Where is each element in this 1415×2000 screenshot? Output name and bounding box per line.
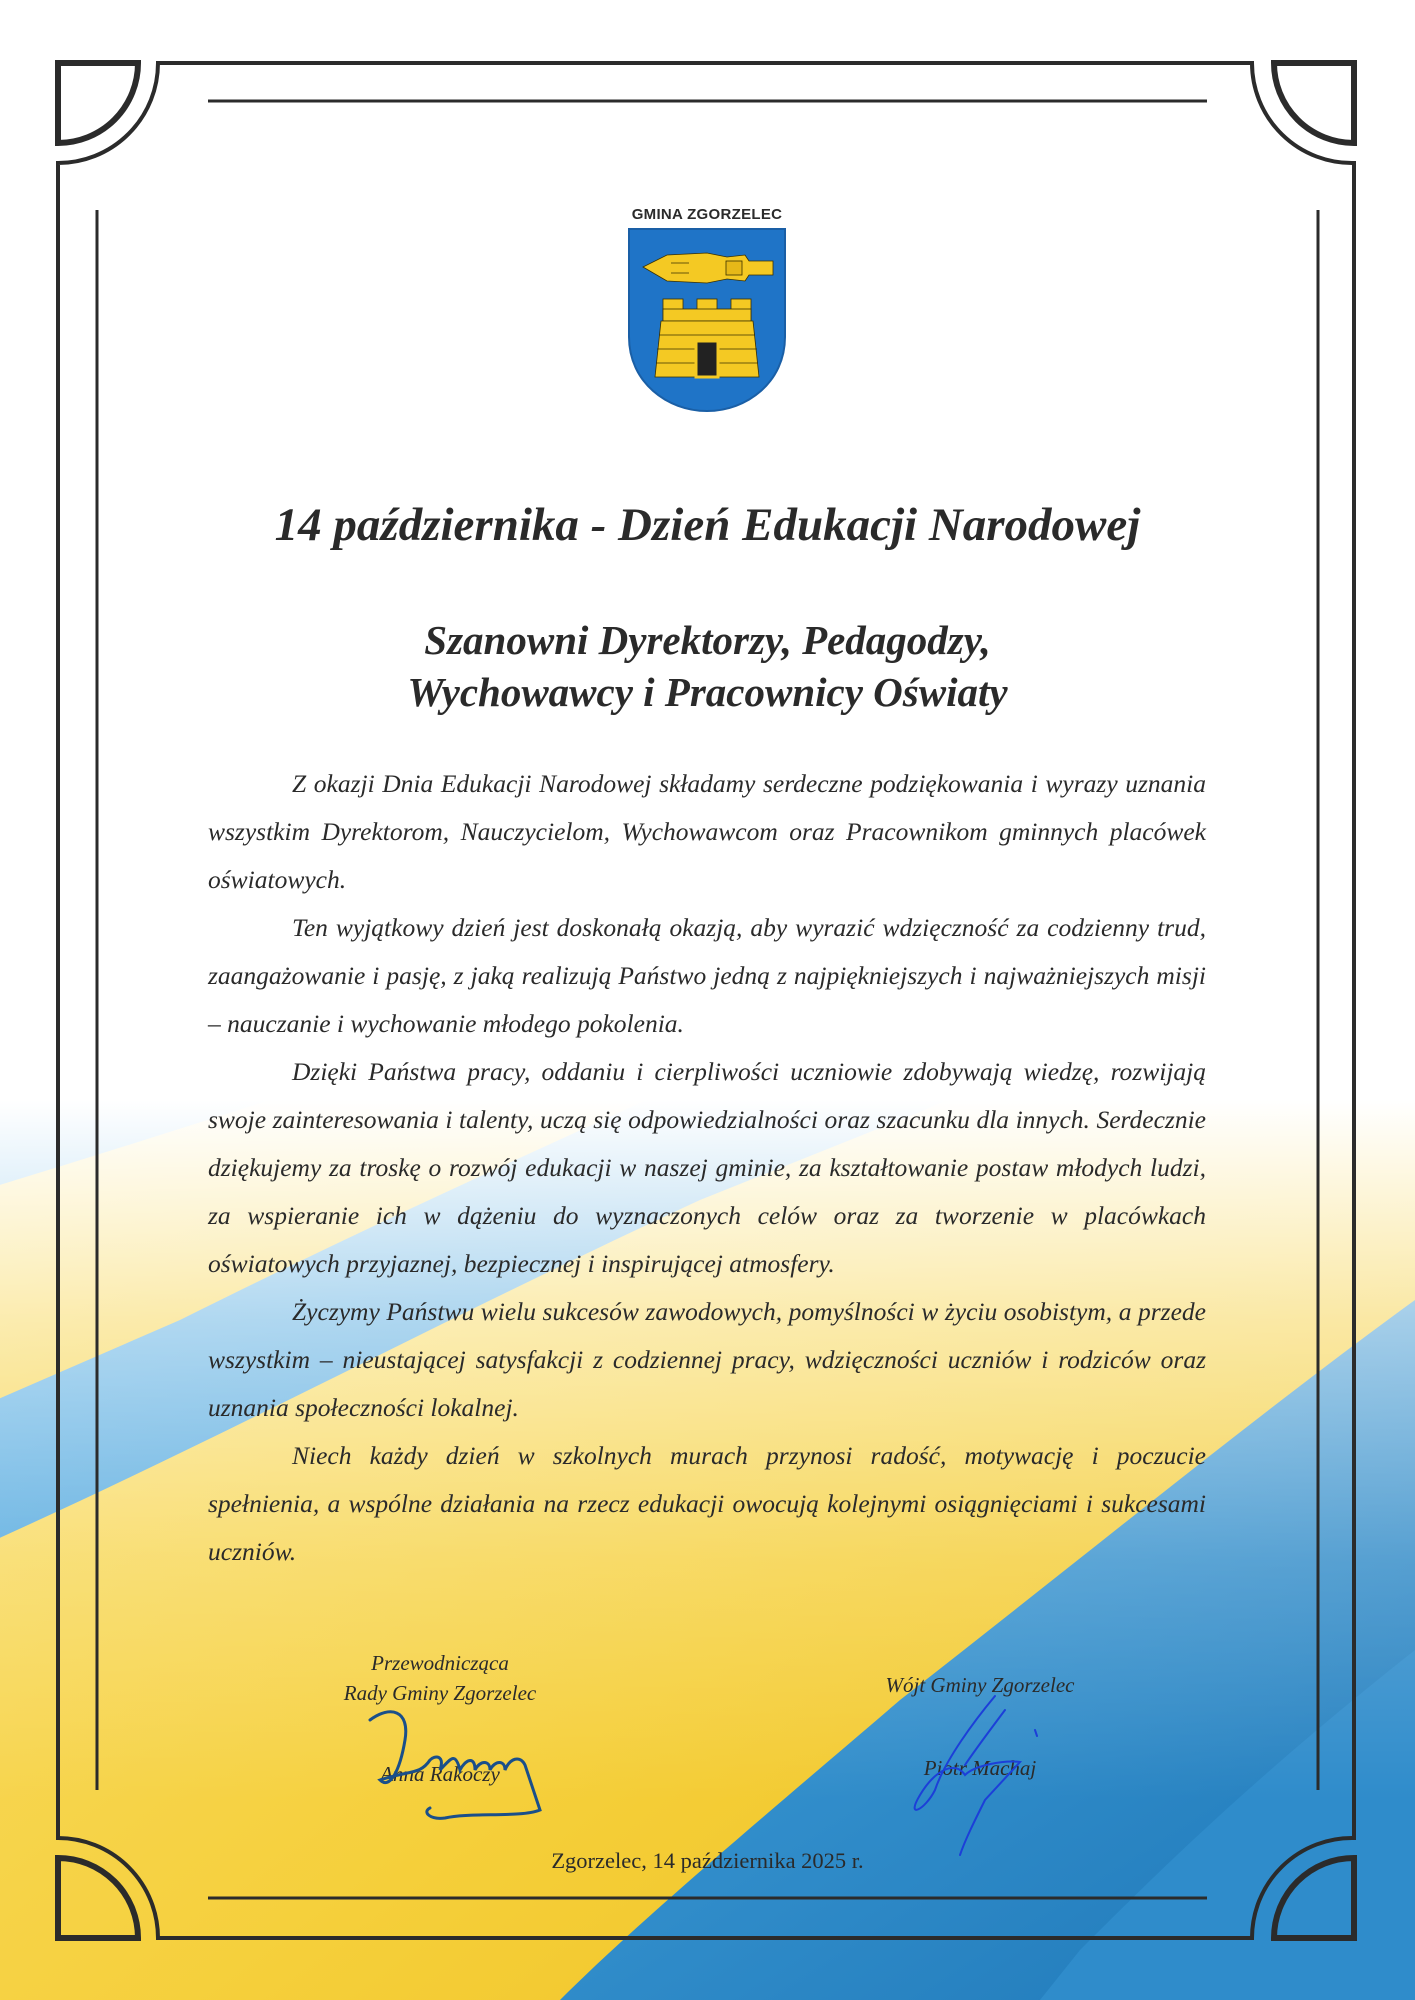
- logo: [622, 206, 792, 413]
- signature-block-left: [310, 1648, 570, 1708]
- signatory-role-line-2: Rady Gminy Zgorzelec: [343, 1681, 537, 1705]
- salutation-line-2: Wychowawcy i Pracownicy Oświaty: [407, 669, 1008, 715]
- coat-of-arms-icon: [627, 227, 787, 413]
- paragraph: Z okazji Dnia Edukacji Narodowej składamy serdeczne podziękowania i wyrazy uznania wszystkim Dyrektorom, Nauczycielom, Wychowawcom oraz Pracownikom gminnych placówek oświatowych.: [208, 769, 1206, 894]
- paragraph: Niech każdy dzień w szkolnych murach przynosi radość, motywację i poczucie spełnienia, a wspólne działania na rzecz edukacji owocują kolejnymi osiągnięciami i sukcesami uczniów.: [208, 1441, 1206, 1566]
- signatory-role: Wójt Gminy Zgorzelec: [885, 1673, 1075, 1697]
- salutation: [0, 614, 1415, 718]
- page-title: 14 października - Dzień Edukacji Narodowej: [274, 499, 1141, 551]
- salutation-line-1: Szanowni Dyrektorzy, Pedagodzy,: [424, 617, 991, 663]
- handwritten-signature-right: [895, 1690, 1065, 1860]
- logo-caption: GMINA ZGORZELEC: [631, 206, 783, 223]
- place-and-date: Zgorzelec, 14 października 2025 r.: [551, 1848, 864, 1873]
- paragraph: Życzymy Państwu wielu sukcesów zawodowych, pomyślności w życiu osobistym, a przede wszystkim – nieustającej satysfakcji z codziennej pracy, wdzięczności uczniów i rodziców oraz uznania społeczności lokalnej.: [208, 1297, 1206, 1422]
- signatory-name-right: Piotr Machaj: [923, 1756, 1037, 1780]
- signatory-role-line-1: Przewodnicząca: [371, 1651, 509, 1675]
- paragraph: Ten wyjątkowy dzień jest doskonałą okazją, aby wyrazić wdzięczność za codzienny trud, zaangażowanie i pasję, z jaką realizują Państwo jedną z najpiękniejszych i najważniejszych misji – nauczanie i wychowanie młodego pokolenia.: [208, 913, 1206, 1038]
- letter-body: [208, 760, 1206, 1576]
- signatory-name-left: Anna Rakoczy: [380, 1762, 500, 1786]
- paragraph: Dzięki Państwa pracy, oddaniu i cierpliwości uczniowie zdobywają wiedzę, rozwijają swoje zainteresowania i talenty, uczą się odpowiedzialności oraz szacunku dla innych. Serdecznie dziękujemy za troskę o rozwój edukacji w naszej gminie, za kształtowanie postaw młodych ludzi, za wspieranie ich w dążeniu do wyznaczonych celów oraz za tworzenie w placówkach oświatowych przyjaznej, bezpiecznej i inspirującej atmosfery.: [208, 1057, 1206, 1278]
- handwritten-signature-left: [350, 1700, 570, 1820]
